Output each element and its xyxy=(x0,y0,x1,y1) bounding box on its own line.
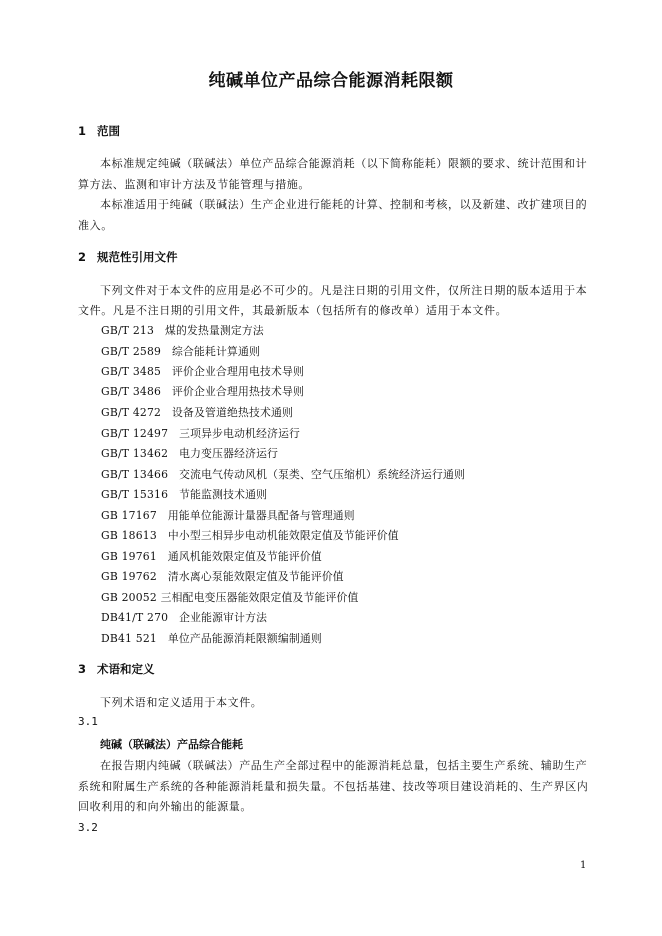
reference-code: GB/T 3485 xyxy=(101,365,162,378)
reference-title: 交流电气传动风机（泵类、空气压缩机）系统经济运行通则 xyxy=(179,468,466,481)
reference-title: 综合能耗计算通则 xyxy=(172,345,260,358)
reference-title: 清水离心泵能效限定值及节能评价值 xyxy=(167,570,344,583)
section-3-title: 术语和定义 xyxy=(97,662,155,676)
section-3-heading xyxy=(78,661,155,677)
reference-code: GB/T 15316 xyxy=(101,488,169,501)
subsection-3-1-number: 3.1 xyxy=(78,715,98,728)
reference-title: 煤的发热量测定方法 xyxy=(164,324,264,337)
reference-title: 节能监测技术通则 xyxy=(179,488,268,501)
reference-code: GB/T 13462 xyxy=(101,447,169,460)
section-3-intro: 下列术语和定义适用于本文件。 xyxy=(100,696,263,709)
reference-title: 评价企业合理用电技术导则 xyxy=(172,365,304,378)
reference-item xyxy=(101,384,304,399)
reference-code: GB/T 13466 xyxy=(101,468,169,481)
reference-item xyxy=(101,467,465,482)
definition-3-1-line-3: 回收利用的和向外输出的能源量。 xyxy=(78,800,252,813)
reference-title: 三相配电变压器能效限定值及节能评价值 xyxy=(160,591,359,604)
reference-code: DB41/T 270 xyxy=(101,611,169,624)
section-3-number: 3 xyxy=(78,662,87,676)
reference-item xyxy=(101,487,267,502)
section-1-heading xyxy=(78,123,120,139)
reference-item xyxy=(101,569,344,584)
reference-item xyxy=(101,405,293,420)
reference-item xyxy=(101,446,278,461)
section-2-number: 2 xyxy=(78,250,87,264)
reference-title: 三项异步电动机经济运行 xyxy=(179,427,301,440)
reference-item xyxy=(101,549,322,564)
reference-title: 通风机能效限定值及节能评价值 xyxy=(167,550,322,563)
reference-item xyxy=(101,610,267,625)
reference-item xyxy=(101,323,264,338)
section-2-paragraph-line-2: 文件。凡是不注日期的引用文件，其最新版本（包括所有的修改单）适用于本文件。 xyxy=(78,304,508,317)
definition-3-1-line-2: 系统和附属生产系统的各种能源消耗量和损失量。不包括基建、技改等项目建设消耗的、生产界区内 xyxy=(78,780,589,793)
reference-code: GB/T 213 xyxy=(101,324,155,337)
reference-code: GB 20052 xyxy=(101,591,157,604)
reference-item xyxy=(101,426,300,441)
reference-item xyxy=(101,508,355,523)
term-3-1: 纯碱（联碱法）产品综合能耗 xyxy=(100,738,243,751)
reference-title: 中小型三相异步电动机能效限定值及节能评价值 xyxy=(167,529,399,542)
reference-title: 企业能源审计方法 xyxy=(179,611,268,624)
reference-title: 单位产品能源消耗限额编制通则 xyxy=(167,632,322,645)
reference-title: 设备及管道绝热技术通则 xyxy=(172,406,293,419)
reference-item xyxy=(101,344,260,359)
section-1-paragraph-1-line-1: 本标准规定纯碱（联碱法）单位产品综合能源消耗（以下简称能耗）限额的要求、统计范围和计 xyxy=(100,157,588,170)
reference-code: DB41 521 xyxy=(101,632,157,645)
reference-code: GB 19762 xyxy=(101,570,157,583)
reference-code: GB/T 12497 xyxy=(101,427,169,440)
reference-item xyxy=(101,631,322,646)
document-title: 纯碱单位产品综合能源消耗限额 xyxy=(208,71,454,91)
reference-item xyxy=(101,528,399,543)
subsection-3-2-number: 3.2 xyxy=(78,821,98,834)
reference-code: GB 17167 xyxy=(101,509,157,522)
reference-title: 评价企业合理用热技术导则 xyxy=(172,385,304,398)
reference-title: 用能单位能源计量器具配备与管理通则 xyxy=(167,509,355,522)
section-2-title: 规范性引用文件 xyxy=(97,250,178,264)
reference-item xyxy=(101,590,359,605)
section-1-title: 范围 xyxy=(97,124,120,138)
reference-item xyxy=(101,364,304,379)
section-2-heading xyxy=(78,249,178,265)
reference-code: GB 18613 xyxy=(101,529,157,542)
page-number: 1 xyxy=(580,860,587,871)
reference-code: GB/T 2589 xyxy=(101,345,162,358)
section-2-paragraph-line-1: 下列文件对于本文件的应用是必不可少的。凡是注日期的引用文件，仅所注日期的版本适用于本 xyxy=(100,284,588,297)
definition-3-1-line-1: 在报告期内纯碱（联碱法）产品生产全部过程中的能源消耗总量，包括主要生产系统、辅助生产 xyxy=(100,759,588,772)
section-1-paragraph-1-line-2: 算方法、监测和审计方法及节能管理与措施。 xyxy=(78,178,310,191)
section-1-number: 1 xyxy=(78,124,87,138)
reference-code: GB/T 4272 xyxy=(101,406,162,419)
reference-code: GB/T 3486 xyxy=(101,385,162,398)
section-1-paragraph-2-line-2: 准入。 xyxy=(78,219,113,232)
reference-title: 电力变压器经济运行 xyxy=(179,447,279,460)
section-1-paragraph-2-line-1: 本标准适用于纯碱（联碱法）生产企业进行能耗的计算、控制和考核，以及新建、改扩建项目的 xyxy=(100,198,588,211)
reference-code: GB 19761 xyxy=(101,550,157,563)
